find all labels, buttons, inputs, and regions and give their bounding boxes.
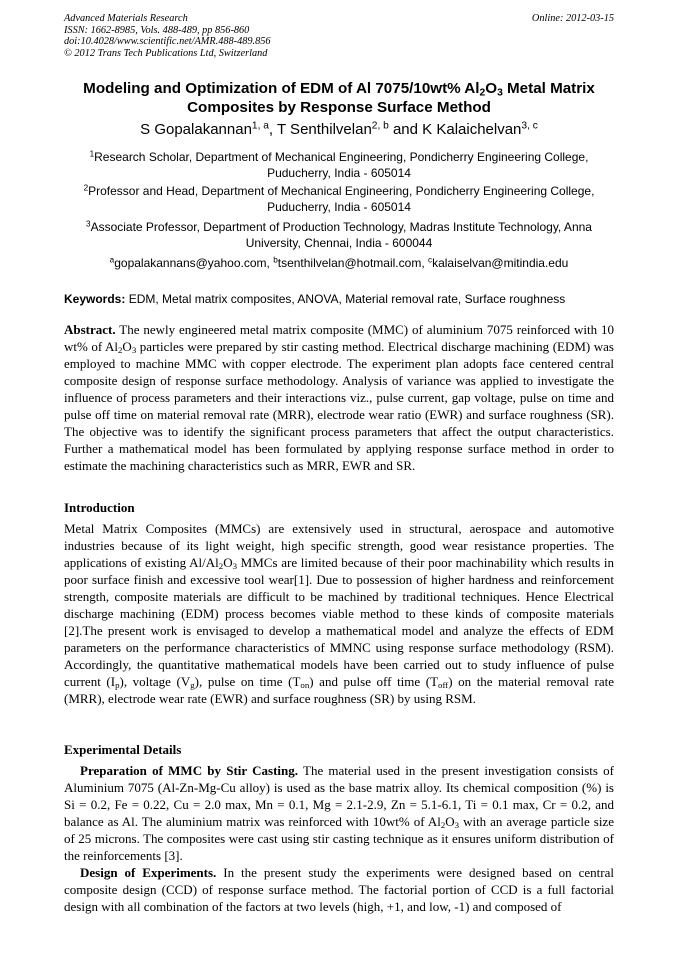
affiliation-1: $^1$Research Scholar, Department of Mechanical Engineering, Pondicherry Engineering College, Puducherry, India - 605014 [89, 149, 589, 180]
author-name: S Gopalakannan [140, 121, 252, 138]
keywords-label: Keywords: [64, 292, 126, 306]
affiliation-2: $^2$Professor and Head, Department of Mechanical Engineering, Pondicherry Engineering College, Puducherry, India - 605014 [83, 183, 595, 214]
author-name: T Senthilvelan [277, 121, 372, 138]
introduction-body: Metal Matrix Composites (MMCs) are extensively used in structural, aerospace and automotive industries because of its light weight, high specific strength, good wear resistance properties. The applications of existing $Al/Al_2O_3$ MMCs are limited because of their poor machinability which results in poor surface finish and excessive tool wear[1]. Due to possession of higher hardness and reinforcement strength, composite materials are difficult to be machined by traditional techniques. Hence Electrical discharge machining (EDM) process becomes viable method to these kinds of composite materials [2].The present work is envisaged to develop a mathematical model and analyze the effects of EDM parameters on the performance characteristics of MMNC using response surface methodology (RSM). Accordingly, the quantitative mathematical models have been carried out to study influence of pulse current $(I_p)$, voltage $(V_g)$, pulse on time $(T_{on})$ and pulse off time $(T_{off})$ on the material removal rate (MRR), electrode wear rate (EWR) and surface roughness (SR) by using RSM. [64, 521, 615, 706]
journal-header [64, 13, 616, 59]
stir-casting-paragraph: Preparation of MMC by Stir Casting. The material used in the present investigation consists of Aluminium 7075 (Al-Zn-Mg-Cu alloy) is used as the base matrix alloy. Its chemical composition (%) is Si = 0.2, Fe = 0.22, Cu = 2.0 max, Mn = 0.1, Mg = 2.1-2.9, Zn = 5.1-6.1, Ti = 0.1 max, Cr = 0.2, and balance as Al. The aluminium matrix was reinforced with 10wt% of $Al_2O_3$ with an average particle size of 25 microns. The composites were cast using stir casting technique as it ensures uniform distribution of the reinforcements [3]. [64, 763, 614, 863]
affiliation-3: $^3$Associate Professor, Department of Production Technology, Madras Institute Technology, Anna University, Chennai, India - 600044 [86, 219, 592, 250]
email-a: gopalakannans@yahoo.com [114, 256, 267, 270]
keywords [64, 291, 624, 307]
issn-line: ISSN: 1662-8985, Vols. 488-489, pp 856-860 [64, 24, 250, 36]
author-emails: $^a$gopalakannans@yahoo.com, $^b$tsenthilvelan@hotmail.com, $^c$kalaiselvan@mitindia.edu [109, 255, 569, 270]
keywords-text: EDM, Metal matrix composites, ANOVA, Material removal rate, Surface roughness [125, 292, 566, 306]
copyright-line: © 2012 Trans Tech Publications Ltd, Switzerland [64, 47, 268, 59]
journal-name: Advanced Materials Research [64, 13, 188, 24]
email-c: kalaiselvan@mitindia.edu [432, 256, 569, 270]
abstract: Abstract. The newly engineered metal matrix composite (MMC) of aluminium 7075 reinforced with 10 wt% of $Al_2O_3$ particles were prepared by stir casting method. Electrical discharge machining (EDM) was employed to machine MMC with copper electrode. The experiment plan adopts face centered central composite design of response surface methodology. Analysis of variance was applied to investigate the influence of process parameters and their interactions viz., pulse current, gap voltage, pulse on time and pulse off time on material removal rate (MRR), electrode wear ratio (EWR) and surface roughness (SR). The objective was to identify the significant process parameters that affect the output characteristics. Further a mathematical model has been formulated by applying response surface method in order to estimate the machining characteristics such as MRR, EWR and SR. [64, 322, 614, 473]
author-list: S Gopalakannan$^{1, a}$, T Senthilvelan$^{2, b}$ and K Kalaichelvan$^{3, c}$ [140, 120, 538, 138]
design-of-experiments-paragraph: Design of Experiments. In the present study the experiments were designed based on central composite design (CCD) of response surface method. The factorial portion of CCD is a full factorial design with all combination of the factors at two levels (high, +1, and low, -1) and composed of [64, 865, 614, 914]
online-date: Online: 2012-03-15 [531, 13, 614, 24]
experimental-body [64, 762, 614, 915]
doi-line: doi:10.4028/www.scientific.net/AMR.488-489.856 [64, 36, 271, 48]
paper-title: Modeling and Optimization of EDM of Al 7075/10wt% $Al_2O_3$ Metal Matrix Composites by Response Surface Method [83, 80, 595, 116]
author-name: K Kalaichelvan [422, 121, 522, 138]
abstract-label: Abstract. [64, 322, 116, 337]
experimental-heading: Experimental Details [64, 742, 182, 757]
introduction-heading: Introduction [64, 500, 135, 515]
email-b: tsenthilvelan@hotmail.com [277, 256, 422, 270]
